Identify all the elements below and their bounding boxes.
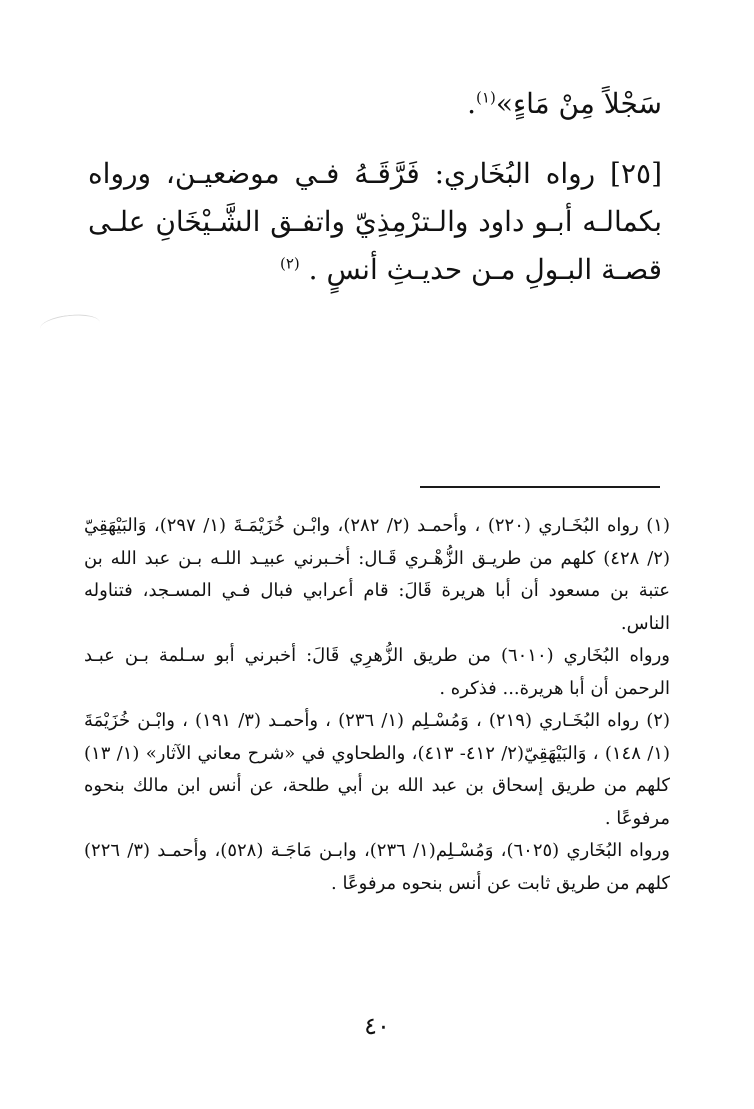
footnote-reference-2: (٢) <box>279 254 300 273</box>
main-text-continuation <box>88 80 662 128</box>
footnote-2-paragraph-1: (٢) رواه البُخَـاري (٢١٩) ، وَمُسْـلِم (١/ ٢٣٦) ، وأحمـد (٣/ ١٩١) ، وابْـن خُزَيْمَةَ (١/ ١٤٨) ، وَالبَيْهَقِيّ(٢/ ٤١٢- ٤١٣)، والطحاوي في «شرح معاني الآثار» (١/ ١٣) كلهم من طريق إسحاق بن عبد الله بن أبي طلحة، عن أنس ابن مالك بنحوه مرفوعًا . <box>84 710 670 829</box>
paragraph-25-text-line <box>88 150 662 294</box>
footnote-1-paragraph-2: ورواه البُخَاري (٦٠١٠) من طريق الزُّهرِي قَالَ: أخبرني أبو سـلمة بـن عبـد الرحمن أن أبا هريرة... فذكره . <box>84 645 670 699</box>
footnote-reference-1: (١) <box>476 88 496 107</box>
footnote-separator-rule <box>420 486 660 488</box>
page-number: ٤٠ <box>364 1012 390 1040</box>
continuation-end: . <box>467 87 477 120</box>
continuation-line <box>88 80 662 128</box>
footnote-1-paragraph-1: (١) رواه البُخَـاري (٢٢٠) ، وأحمـد (٢/ ٢٨٢)، وابْـن خُزَيْمَـةَ (١/ ٢٩٧)، وَالبَيْهَقِيّ (٢/ ٤٢٨) كلهم من طريـق الزُّهْـري قَـال: أخـبرني عبيـد اللـه بـن عبد الله بن عتبة بن مسعود أن أبا هريرة قَالَ: قام أعرابي فبال فـي المسـجد، فتناوله الناس. <box>84 515 670 634</box>
paragraph-25-text: [٢٥] رواه البُخَاري: فَرَّقَـهُ فـي موضعيـن، ورواه بكمالـه أبـو داود والـترْمِذِيّ واتفـق الشَّـيْخَانِ علـى قصـة البـولِ مـن حديـثِ أنسٍ . <box>88 157 662 286</box>
footnotes-section <box>84 510 670 900</box>
paragraph-25 <box>88 150 662 294</box>
scan-smudge-mark <box>39 312 101 339</box>
continuation-text: سَجْلاً مِنْ مَاءٍ» <box>495 87 662 120</box>
footnote-2-paragraph-2: ورواه البُخَاري (٦٠٢٥)، وَمُسْـلِم(١/ ٢٣٦)، وابـن مَاجَـة (٥٢٨)، وأحمـد (٣/ ٢٢٦) كلهم من طريق ثابت عن أنس بنحوه مرفوعًا . <box>84 840 670 894</box>
